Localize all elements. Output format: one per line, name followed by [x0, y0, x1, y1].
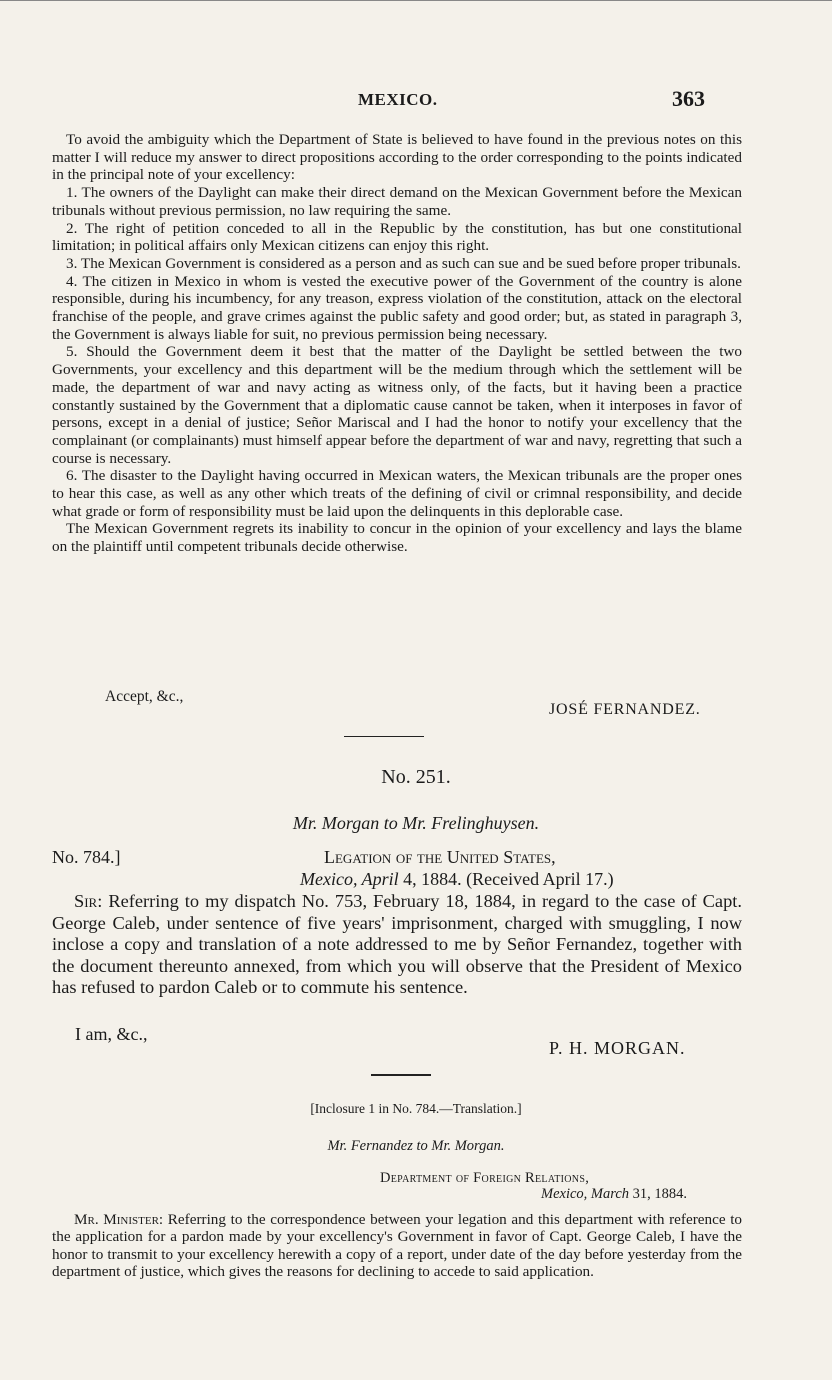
- paragraph-intro: To avoid the ambiguity which the Department of State is believed to have found in the previous notes on this matter I will reduce my answer to direct propositions according to the order corresponding to the points indicated in the principal note of your excellency:: [52, 131, 742, 184]
- dispatch-date-rest: 4, 1884.: [403, 869, 462, 889]
- letter-closing: Accept, &c.,: [105, 688, 184, 705]
- inclosure-date-rest: 31, 1884.: [632, 1186, 688, 1202]
- inclosure-place-date: Mexico, March: [541, 1186, 630, 1202]
- running-head: [0, 86, 832, 116]
- running-title: MEXICO.: [358, 90, 438, 109]
- dispatch-paragraph: [52, 891, 742, 999]
- document-heading: Mr. Morgan to Mr. Frelinghuysen.: [292, 813, 540, 833]
- paragraph-6: 6. The disaster to the Daylight having occurred in Mexican waters, the Mexican tribunals are the proper ones to hear this case, as well as any other which treats of the defining of civil or crimnal responsibility, and decide what grade or form of responsibility must be laid upon the delinquents in this deplorable case.: [52, 467, 742, 520]
- paragraph-conclusion: The Mexican Government regrets its inability to concur in the opinion of your excellency and lays the blame on the plaintiff until competent tribunals decide otherwise.: [52, 520, 742, 556]
- inclosure-label: [Inclosure 1 in No. 784.—Translation.]: [310, 1101, 522, 1116]
- received-date: (Received April 17.): [466, 869, 614, 889]
- top-border-line: [0, 0, 832, 1]
- section-divider-2: [371, 1074, 431, 1076]
- inclosure-dateline: [541, 1186, 687, 1203]
- inclosure-salutation: Mr. Minister:: [74, 1211, 164, 1228]
- paragraph-1: 1. The owners of the Daylight can make their direct demand on the Mexican Government before the Mexican tribunals without previous permission, no law requiring the same.: [52, 184, 742, 219]
- dispatch-closing: I am, &c.,: [75, 1024, 148, 1044]
- inclosure-heading: Mr. Fernandez to Mr. Morgan.: [327, 1138, 505, 1154]
- signature-morgan: P. H. MORGAN.: [549, 1038, 686, 1058]
- inclosure-text: Referring to the correspondence between your legation and this department with reference to the application for a pardon made by your excellency's Government in favor of Capt. George Caleb, I have the honor to transmit to your excellency herewith a copy of a report, under date of the day before yesterday from the department of justice, which gives the reasons for declining to accede to said application.: [52, 1211, 743, 1281]
- paragraph-3: 3. The Mexican Government is considered as a person and as such can sue and be sued before proper tribunals.: [66, 254, 741, 272]
- page-number: 363: [672, 86, 705, 111]
- inclosure-body: [52, 1211, 742, 1281]
- dispatch-number: No. 784.]: [52, 847, 121, 867]
- paragraph-4: 4. The citizen in Mexico in whom is vested the executive power of the Government of the country is alone responsible, during his incumbency, for any treason, express violation of the constitution, attack on the electoral franchise of the people, and grave crimes against the public safety and good order; but, as stated in paragraph 3, the Government is always liable for suit, no previous permission being necessary.: [52, 272, 742, 343]
- dispatch-salutation: Sir:: [74, 891, 103, 911]
- signature-fernandez: JOSÉ FERNANDEZ.: [549, 701, 701, 718]
- dispatch-body: [52, 891, 742, 999]
- dispatch-dateline: [300, 869, 614, 890]
- legation-header: Legation of the United States,: [324, 847, 556, 867]
- paragraph-2: 2. The right of petition conceded to all in the Republic by the constitution, has but one constitutional limitation; in political affairs only Mexican citizens can enjoy this right.: [52, 219, 742, 255]
- dispatch-place-date: Mexico, April: [300, 869, 399, 889]
- department-header: Department of Foreign Relations,: [380, 1170, 590, 1186]
- paragraph-5: 5. Should the Government deem it best that the matter of the Daylight be settled between the two Governments, your excellency and this department will be the medium through which the settlement will be made, the department of war and navy acting as witness only, of the facts, but it having been a practice constantly sustained by the Government that a diplomatic cause cannot be taken, when it interposes in favor of persons, except in a denial of justice; Señor Mariscal and I had the honor to notify your excellency that the complainant (or complainants) must himself appear before the department of war and navy, regretting that such a course is necessary.: [52, 343, 742, 467]
- document-number: No. 251.: [381, 766, 451, 788]
- dispatch-text: Referring to my dispatch No. 753, February 18, 1884, in regard to the case of Capt. George Caleb, under sentence of five years' imprisonment, charged with smuggling, I now inclose a copy and translation of a note addressed to me by Señor Fernandez, together with the document thereunto annexed, from which you will observe that the President of Mexico has refused to pardon Caleb or to commute his sentence.: [52, 891, 742, 998]
- section-divider: [344, 736, 424, 737]
- inclosure-paragraph: [52, 1211, 742, 1281]
- letter-body: [52, 131, 742, 556]
